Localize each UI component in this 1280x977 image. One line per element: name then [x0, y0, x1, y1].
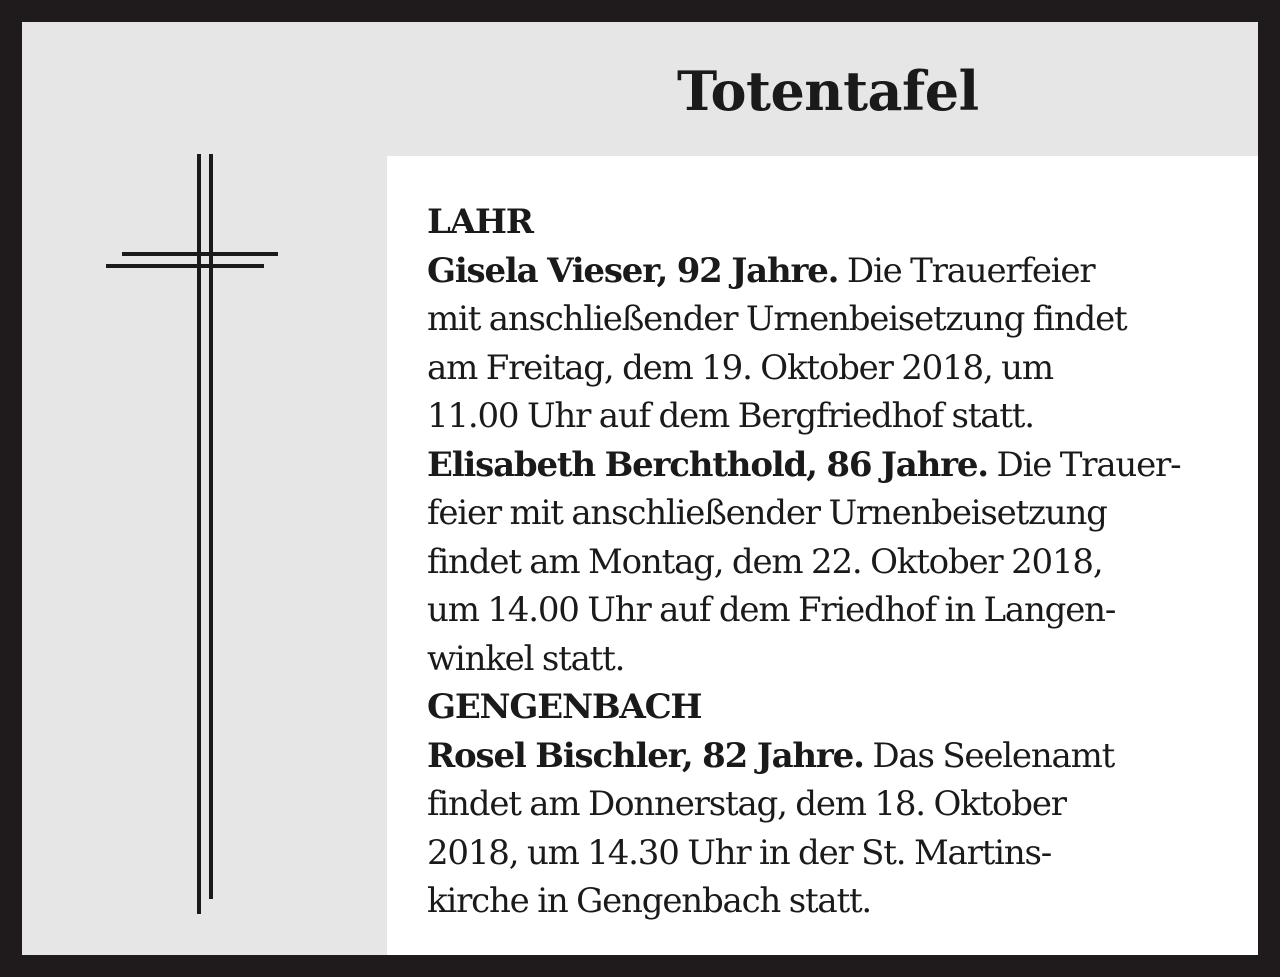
notice-text-line: 2018, um 14.30 Uhr in der St. Martins-: [427, 832, 1052, 873]
list-item: [427, 732, 1247, 781]
notice-text-line: Das Seelenamt: [872, 735, 1115, 776]
obituary-panel: [22, 22, 1258, 955]
town-heading: GENGENBACH: [427, 687, 702, 727]
notice-text-line: kirche in Gengenbach statt.: [427, 881, 872, 921]
notice-text-line: mit anschließender Urnenbeisetzung findet: [427, 299, 1127, 339]
list-item: [427, 441, 1247, 490]
notice-text-line: findet am Donnerstag, dem 18. Oktober: [427, 784, 1066, 824]
notice-text-line: winkel statt.: [427, 638, 625, 679]
notice-text: [427, 198, 1247, 926]
notice-text-line: 11.00 Uhr auf dem Bergfriedhof statt.: [427, 396, 1034, 436]
notice-text-line: um 14.00 Uhr auf dem Friedhof in Langen-: [427, 590, 1116, 630]
deceased-name: Rosel Bischler, 82 Jahre.: [427, 735, 864, 776]
notice-text-line: am Freitag, dem 19. Oktober 2018, um: [427, 347, 1053, 388]
list-item: [427, 247, 1247, 296]
latin-cross-icon: [106, 154, 278, 914]
notice-text-line: Die Trauer-: [996, 444, 1181, 485]
deceased-name: Elisabeth Berchthold, 86 Jahre.: [427, 444, 988, 485]
town-heading: LAHR: [427, 202, 533, 242]
notice-text-line: findet am Montag, dem 22. Oktober 2018,: [427, 541, 1103, 582]
notice-text-line: feier mit anschließender Urnenbeisetzung: [427, 493, 1107, 533]
page-title: Totentafel: [677, 59, 979, 123]
deceased-name: Gisela Vieser, 92 Jahre.: [427, 250, 839, 291]
notice-text-line: Die Trauerfeier: [846, 250, 1095, 291]
notice-content: [387, 156, 1258, 955]
